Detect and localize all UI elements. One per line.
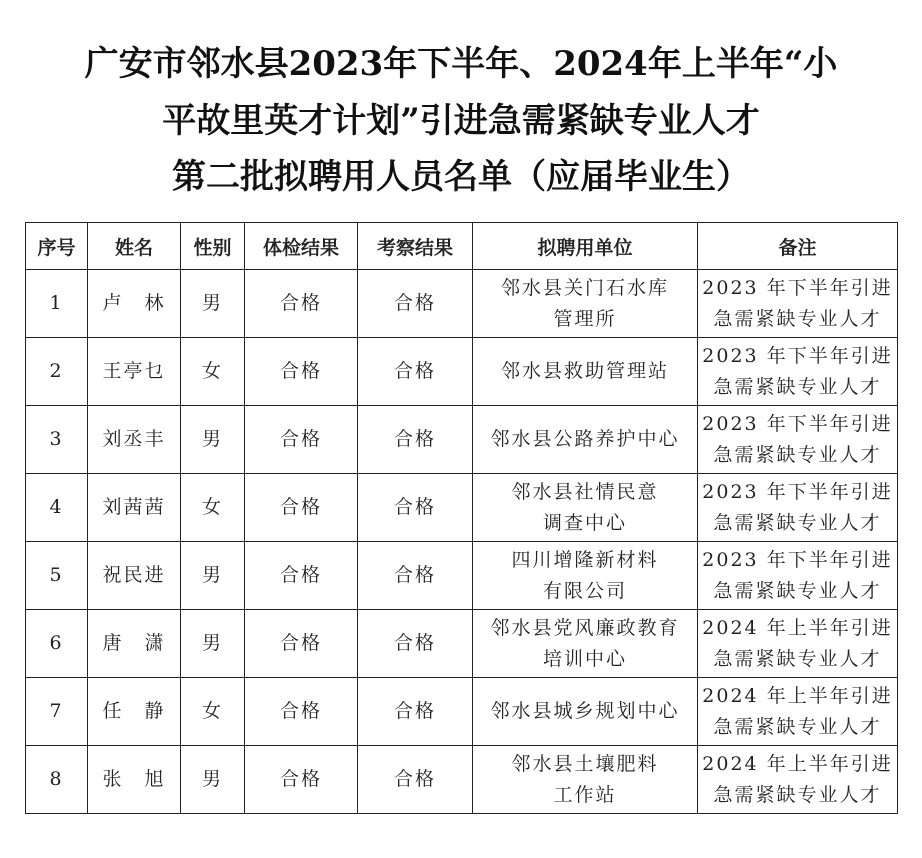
cell-exam: 合格 — [245, 338, 358, 406]
table-row — [26, 678, 898, 746]
cell-gender: 男 — [181, 542, 245, 610]
table-row — [26, 474, 898, 542]
cell-note: 2023 年下半年引进 急需紧缺专业人才 — [698, 474, 898, 542]
table-header-row — [26, 223, 898, 270]
cell-name: 刘丞丰 — [88, 406, 181, 474]
cell-unit: 邻水县城乡规划中心 — [473, 678, 698, 746]
cell-inspect: 合格 — [358, 542, 473, 610]
cell-inspect: 合格 — [358, 406, 473, 474]
cell-no: 5 — [26, 542, 88, 610]
title-line-2: 平故里英才计划”引进急需紧缺专业人才 — [162, 101, 760, 141]
cell-exam: 合格 — [245, 270, 358, 338]
cell-note: 2023 年下半年引进 急需紧缺专业人才 — [698, 270, 898, 338]
cell-name: 任 静 — [88, 678, 181, 746]
table-row — [26, 610, 898, 678]
cell-no: 2 — [26, 338, 88, 406]
cell-no: 3 — [26, 406, 88, 474]
title-line-1: 广安市邻水县2023年下半年、2024年上半年“小 — [84, 44, 838, 84]
cell-exam: 合格 — [245, 406, 358, 474]
header-inspect: 考察结果 — [358, 223, 473, 270]
cell-gender: 男 — [181, 746, 245, 814]
header-note: 备注 — [698, 223, 898, 270]
table-row — [26, 338, 898, 406]
cell-unit: 邻水县救助管理站 — [473, 338, 698, 406]
cell-name: 张 旭 — [88, 746, 181, 814]
cell-no: 1 — [26, 270, 88, 338]
cell-inspect: 合格 — [358, 474, 473, 542]
table-row — [26, 542, 898, 610]
cell-gender: 女 — [181, 474, 245, 542]
cell-note: 2024 年上半年引进 急需紧缺专业人才 — [698, 678, 898, 746]
cell-exam: 合格 — [245, 746, 358, 814]
cell-unit: 邻水县关门石水库 管理所 — [473, 270, 698, 338]
cell-unit: 四川增隆新材料 有限公司 — [473, 542, 698, 610]
cell-no: 4 — [26, 474, 88, 542]
header-no: 序号 — [26, 223, 88, 270]
cell-unit: 邻水县社情民意 调查中心 — [473, 474, 698, 542]
table-row — [26, 406, 898, 474]
cell-gender: 男 — [181, 610, 245, 678]
cell-name: 王亭乜 — [88, 338, 181, 406]
cell-exam: 合格 — [245, 610, 358, 678]
cell-note: 2023 年下半年引进 急需紧缺专业人才 — [698, 406, 898, 474]
cell-note: 2024 年上半年引进 急需紧缺专业人才 — [698, 746, 898, 814]
candidate-table — [25, 222, 898, 814]
header-name: 姓名 — [88, 223, 181, 270]
header-exam: 体检结果 — [245, 223, 358, 270]
table-row — [26, 746, 898, 814]
cell-note: 2023 年下半年引进 急需紧缺专业人才 — [698, 338, 898, 406]
cell-exam: 合格 — [245, 678, 358, 746]
cell-inspect: 合格 — [358, 338, 473, 406]
cell-name: 唐 潇 — [88, 610, 181, 678]
cell-name: 刘茜茜 — [88, 474, 181, 542]
cell-unit: 邻水县党风廉政教育 培训中心 — [473, 610, 698, 678]
title-line-3: 第二批拟聘用人员名单（应届毕业生） — [172, 157, 750, 197]
cell-no: 8 — [26, 746, 88, 814]
table-row — [26, 270, 898, 338]
cell-note: 2024 年上半年引进 急需紧缺专业人才 — [698, 610, 898, 678]
cell-inspect: 合格 — [358, 610, 473, 678]
cell-gender: 男 — [181, 270, 245, 338]
cell-inspect: 合格 — [358, 746, 473, 814]
cell-note: 2023 年下半年引进 急需紧缺专业人才 — [698, 542, 898, 610]
cell-gender: 女 — [181, 338, 245, 406]
header-gender: 性别 — [181, 223, 245, 270]
cell-no: 6 — [26, 610, 88, 678]
cell-gender: 男 — [181, 406, 245, 474]
cell-inspect: 合格 — [358, 678, 473, 746]
cell-no: 7 — [26, 678, 88, 746]
cell-exam: 合格 — [245, 542, 358, 610]
cell-name: 卢 林 — [88, 270, 181, 338]
cell-name: 祝民进 — [88, 542, 181, 610]
cell-gender: 女 — [181, 678, 245, 746]
cell-inspect: 合格 — [358, 270, 473, 338]
cell-exam: 合格 — [245, 474, 358, 542]
cell-unit: 邻水县公路养护中心 — [473, 406, 698, 474]
header-unit: 拟聘用单位 — [473, 223, 698, 270]
cell-unit: 邻水县土壤肥料 工作站 — [473, 746, 698, 814]
